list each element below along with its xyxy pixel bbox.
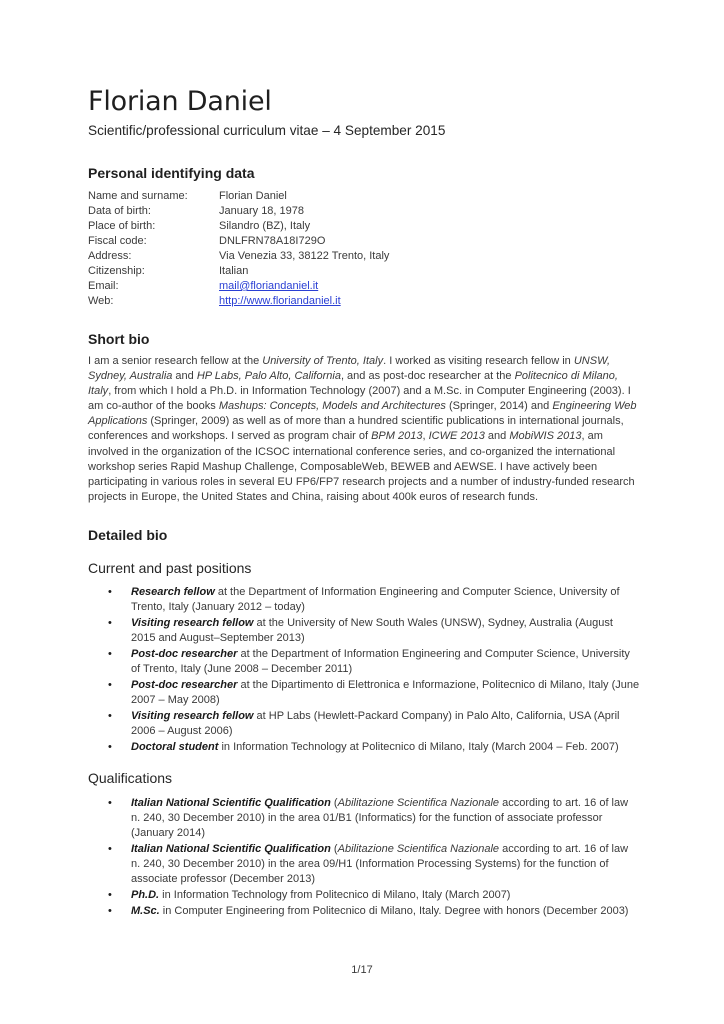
personal-data-row [88,264,640,279]
personal-data-value: Via Venezia 33, 38122 Trento, Italy [219,250,390,262]
personal-data-row [88,279,640,294]
qualification-title: Italian National Scientific Qualification [131,843,331,856]
position-title: Visiting research fellow [131,709,254,722]
qualification-description: in Computer Engineering from Politecnico di Milano, Italy. Degree with honors (December 2003) [159,905,629,917]
personal-data-row [88,249,640,264]
position-item [88,585,640,615]
position-item [88,678,640,708]
detailed-bio-heading: Detailed bio [88,526,168,543]
bio-text-fragment: , from which I hold a Ph.D. in Information Technology (2007) and a M.Sc. in Computer Engineering (2003). I am co-author of the books [88,385,631,413]
qualification-description: according to art. 16 of law n. 240, 30 December 2010) in the area 09/H1 (Information Processing Systems) for the function of associate professor (December 2013) [131,843,629,886]
bio-italic-text: UNSW, Sydney, Australia [88,355,611,383]
personal-data-label: Data of birth: [88,205,151,217]
personal-data-label: Place of birth: [88,220,156,232]
cv-subtitle: Scientific/professional curriculum vitae – 4 September 2015 [88,123,446,138]
position-description: at the Dipartimento di Elettronica e Informazione, Politecnico di Milano, Italy (June 2007 – May 2008) [131,678,640,706]
bio-text-fragment: and [484,430,510,443]
position-item [88,740,640,755]
bio-italic-text: Mashups: Concepts, Models and Architectures [218,400,446,413]
position-title: Post-doc researcher [131,678,238,691]
position-description: at HP Labs (Hewlett-Packard Company) in Palo Alto, California, USA (April 2006 – August 2006) [131,709,620,737]
qualification-title: M.Sc. [131,905,160,917]
bio-text-fragment: I am a senior research fellow at the [88,355,263,367]
bio-text-fragment: . I worked as visiting research fellow in [383,355,574,367]
personal-data-label: Address: [88,250,132,262]
qualification-item [88,888,640,903]
position-item [88,616,640,646]
bullet-icon: • [108,678,112,691]
qualification-item [88,904,640,919]
position-description: at the University of New South Wales (UNSW), Sydney, Australia (August 2015 and August–September 2013) [131,616,613,645]
web-link[interactable]: http://www.floriandaniel.it [219,295,341,307]
personal-data-row [88,219,640,234]
bullet-icon: • [108,843,112,856]
personal-data-value: Italian [219,265,249,277]
bio-text-fragment: , [422,430,429,443]
qualification-title: Italian National Scientific Qualification [131,796,331,809]
personal-data-table [88,189,640,309]
position-title: Post-doc researcher [131,647,238,660]
positions-heading: Current and past positions [88,559,252,576]
bio-italic-text: HP Labs, Palo Alto, California [196,370,341,383]
page-number: 1/17 [351,964,373,976]
personal-data-row [88,204,640,219]
personal-data-value: January 18, 1978 [219,205,305,217]
short-bio-heading: Short bio [88,331,150,347]
bullet-icon: • [108,740,112,753]
personal-data-value: Florian Daniel [219,190,287,202]
personal-data-label: Citizenship: [88,265,145,277]
qualification-paren: ( [330,843,338,856]
position-title: Visiting research fellow [131,616,254,629]
position-description: at the Department of Information Engineering and Computer Science, University of Trento, Italy (June 2008 – December 2011) [131,647,630,675]
bullet-icon: • [108,889,112,902]
qualification-description: according to art. 16 of law n. 240, 30 December 2010) in the area 01/B1 (Informatics) for the function of associate professor (January 2014) [131,796,629,840]
position-title: Research fellow [131,585,215,598]
bio-italic-text: BPM 2013 [371,430,423,443]
personal-data-row [88,189,640,204]
personal-data-row [88,234,640,249]
bio-text-fragment: (Springer, 2009) as well as of more than a hundred scientific publications in international journals, conferences and workshops. I served as program chair of [88,415,624,443]
position-item [88,647,640,677]
short-bio-text [88,354,640,505]
position-title: Doctoral student [131,740,219,753]
position-description: in Information Technology at Politecnico di Milano, Italy (March 2004 – Feb. 2007) [218,740,619,753]
bio-text-fragment: , and as post-doc researcher at the [340,370,515,383]
bio-text-fragment: , am involved in the organization of the ICSOC international conference series, and co-organized the international workshop series Rapid Mashup Challenge, ComposableWeb, BEWEB and AEWSE. I have actively been participating in various roles in several EU FP6/FP7 research projects and a number of industry-funded research projects in Europe, the United States and China, raising about 400k euros of research funds. [88,430,635,503]
qualifications-heading: Qualifications [88,769,173,786]
position-description: at the Department of Information Engineering and Computer Science, University of Trento, Italy (January 2012 – today) [131,585,620,614]
bullet-icon: • [108,585,112,598]
bullet-icon: • [108,616,112,629]
positions-list [88,585,640,755]
bullet-icon: • [108,647,112,660]
qualification-paren: ( [330,796,338,809]
bio-italic-text: Politecnico di Milano, Italy [88,370,618,398]
bio-text-fragment: and [172,370,197,383]
qualification-italic: Abilitazione Scientifica Nazionale [337,843,500,856]
qualification-title: Ph.D. [131,889,160,902]
bullet-icon: • [108,709,112,722]
personal-data-row [88,294,640,309]
bio-italic-text: ICWE 2013 [428,430,485,443]
position-item [88,709,640,739]
bio-italic-text: Engineering Web Applications [88,400,637,428]
qualification-description: in Information Technology from Politecnico di Milano, Italy (March 2007) [159,889,511,902]
personal-data-heading: Personal identifying data [88,165,255,181]
personal-data-label: Name and surname: [88,190,188,202]
personal-data-value: DNLFRN78A18I729O [219,235,326,247]
qualification-item [88,796,640,841]
bio-text-fragment: (Springer, 2014) and [445,400,553,413]
qualifications-list [88,796,640,919]
personal-data-label: Email: [88,280,119,292]
bio-italic-text: University of Trento, Italy [262,355,384,367]
bullet-icon: • [108,796,112,809]
cv-page [88,84,640,920]
bullet-icon: • [108,905,112,917]
personal-data-value: Silandro (BZ), Italy [219,220,311,232]
bio-italic-text: MobiWIS 2013 [509,430,582,443]
qualification-item [88,842,640,887]
cv-name: Florian Daniel [88,86,272,117]
personal-data-label: Web: [88,295,114,307]
personal-data-label: Fiscal code: [88,235,147,247]
email-link[interactable]: mail@floriandaniel.it [219,280,319,292]
qualification-italic: Abilitazione Scientifica Nazionale [337,796,500,809]
